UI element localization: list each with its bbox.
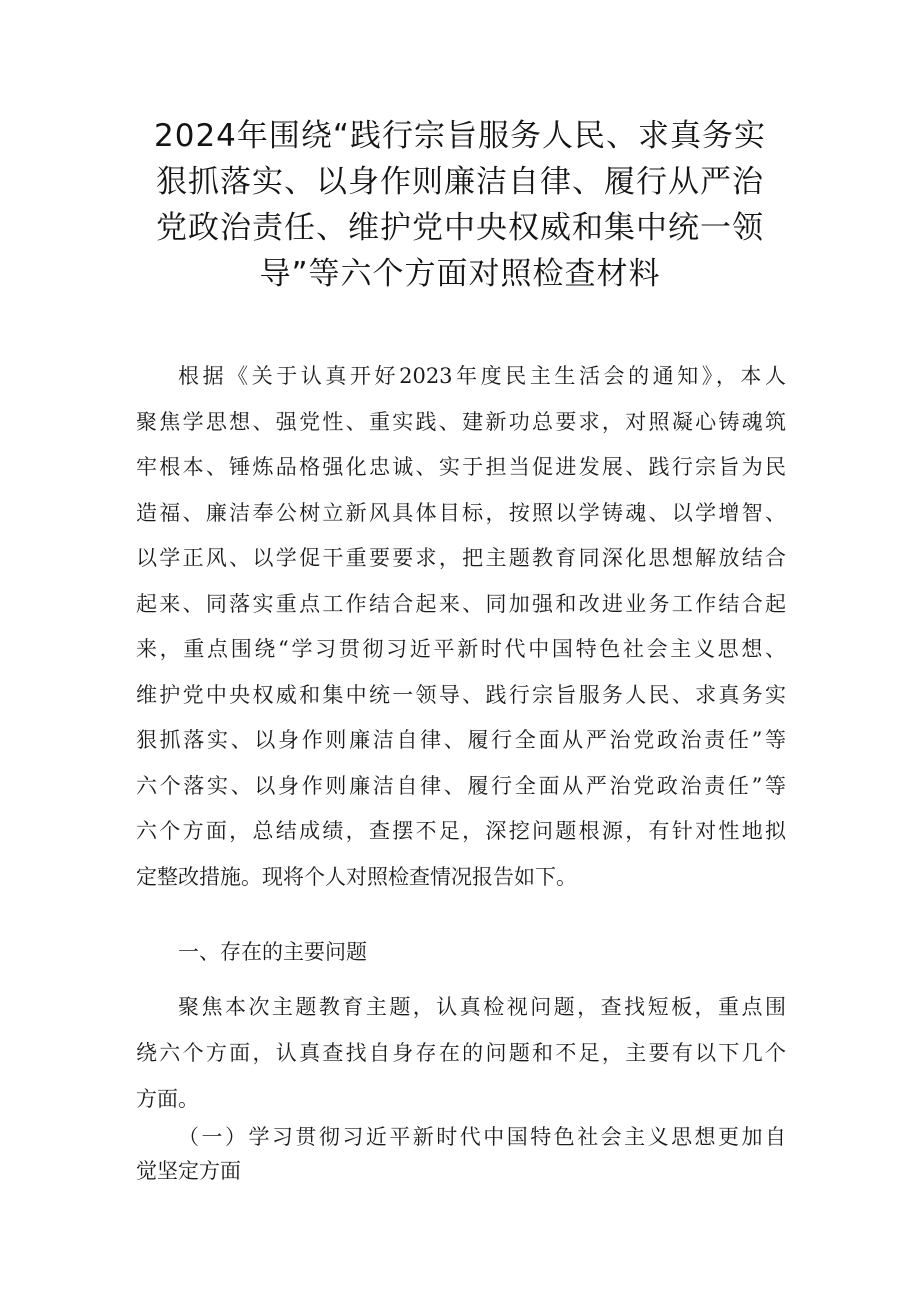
subsection-line: 觉坚定方面 xyxy=(136,1159,241,1183)
paragraph-line: 造福、廉洁奉公树立新风具体目标，按照以学铸魂、以学增智、 xyxy=(136,500,786,525)
section-heading: 一、存在的主要问题 xyxy=(178,940,367,964)
paragraph-line: 聚焦本次主题教育主题，认真检视问题，查找短板，重点围 xyxy=(178,995,786,1019)
paragraph-line: 牢根本、锤炼品格强化忠诚、实于担当促进发展、践行宗旨为民 xyxy=(136,455,786,479)
paragraph-line: 以学正风、以学促干重要要求，把主题教育同深化思想解放结合 xyxy=(136,546,786,570)
subsection-heading xyxy=(136,1120,786,1188)
document-title xyxy=(136,113,784,297)
intro-paragraph xyxy=(136,354,786,900)
paragraph-line: 维护党中央权威和集中统一领导、践行宗旨服务人民、求真务实 xyxy=(136,682,786,707)
title-line: 狠抓落实、以身作则廉洁自律、履行从严治 xyxy=(156,164,764,200)
paragraph-line: 来，重点围绕“学习贯彻习近平新时代中国特色社会主义思想、 xyxy=(136,637,786,661)
title-line: 导”等六个方面对照检查材料 xyxy=(259,256,661,292)
paragraph-line: 六个落实、以身作则廉洁自律、履行全面从严治党政治责任”等 xyxy=(136,773,786,798)
paragraph-line: 狠抓落实、以身作则廉洁自律、履行全面从严治党政治责任”等 xyxy=(136,728,786,752)
paragraph-line: 聚焦学思想、强党性、重实践、建新功总要求，对照凝心铸魂筑 xyxy=(136,409,786,434)
subsection-line: （一）学习贯彻习近平新时代中国特色社会主义思想更加自 xyxy=(178,1125,786,1149)
title-line: 党政治责任、维护党中央权威和集中统一领 xyxy=(156,210,764,246)
paragraph-line: 定整改措施。现将个人对照检查情况报告如下。 xyxy=(136,864,577,889)
paragraph-line: 方面。 xyxy=(136,1087,199,1111)
paragraph-line: 根据《关于认真开好2023年度民主生活会的通知》，本人 xyxy=(178,364,786,388)
title-line: 2024年围绕“践行宗旨服务人民、求真务实 xyxy=(154,118,766,154)
focus-paragraph xyxy=(136,984,786,1122)
paragraph-line: 六个方面，总结成绩，查摆不足，深挖问题根源，有针对性地拟 xyxy=(136,819,786,843)
paragraph-line: 绕六个方面，认真查找自身存在的问题和不足，主要有以下几个 xyxy=(136,1041,786,1065)
paragraph-line: 起来、同落实重点工作结合起来、同加强和改进业务工作结合起 xyxy=(136,591,786,616)
